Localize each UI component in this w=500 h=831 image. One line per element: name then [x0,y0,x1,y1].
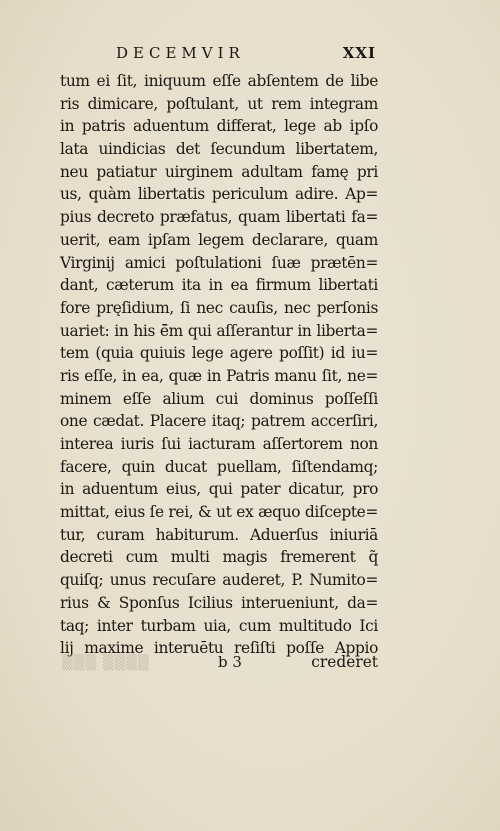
text-line: in aduentum eius, qui pater dicatur, pro [60,480,378,499]
text-block [60,70,378,660]
text-line: lij maxime interuētu reſiſti poſſe Appio [60,639,378,658]
text-line: minem eſſe alium cui dominus poſſeſſi [60,389,378,408]
ink-smudge: ▒▒▒ ▒▒▒▒ [62,655,150,671]
text-line: rius & Sponſus Icilius interueniunt, da= [60,593,378,612]
text-line: fore pręſidium, ſi nec cauſis, nec perſonis [60,298,378,317]
text-line: decreti cum multi magis fremerent q̃ [60,548,378,567]
page-footer [60,653,378,677]
text-line: in patris aduentum differat, lege ab ipſo [60,117,378,136]
text-line: Virginij amici poſtulationi ſuæ prætēn= [60,253,378,272]
text-line: facere, quin ducat puellam, ſiſtendamq; [60,457,378,476]
text-line: tur, curam habiturum. Aduerſus iniuriā [60,525,378,544]
text-line: ris dimicare, poſtulant, ut rem integram [60,94,378,113]
text-line: tum ei ſit, iniquum eſſe abſentem de libe [60,72,378,90]
text-line: tem (quia quiuis lege agere poſſit) id iu= [60,344,378,363]
running-head: DECEMVIR [116,44,245,62]
catchword: crederet [311,653,378,671]
text-line: us, quàm libertatis periculum adire. Ap= [60,185,378,204]
text-line: ris eſſe, in ea, quæ in Patris manu ſit, ne= [60,366,378,385]
text-line: pius decreto præfatus, quam libertati fa= [60,208,378,227]
signature-mark: b 3 [218,653,242,671]
text-line: uerit, eam ipſam legem declarare, quam [60,230,378,249]
text-line: taq; inter turbam uia, cum multitudo Ici [60,616,378,635]
text-line: interea iuris ſui iacturam aſſertorem non [60,435,378,453]
text-line: one cædat. Placere itaq; patrem accerſiri, [60,412,378,431]
text-line: lata uindicias det ſecundum libertatem, [60,140,378,159]
text-line: neu patiatur uirginem adultam famę pri [60,162,378,181]
text-line: dant, cæterum ita in ea firmum libertati [60,276,378,295]
text-line: mittat, eius ſe rei, & ut ex æquo diſcepte= [60,503,378,522]
text-line: quiſq; unus recuſare auderet, P. Numito= [60,571,378,590]
text-line: uariet: in his ē̄m qui aſſerantur in liberta= [60,321,378,340]
folio-number: XXI [342,44,376,62]
page-header [116,44,376,66]
